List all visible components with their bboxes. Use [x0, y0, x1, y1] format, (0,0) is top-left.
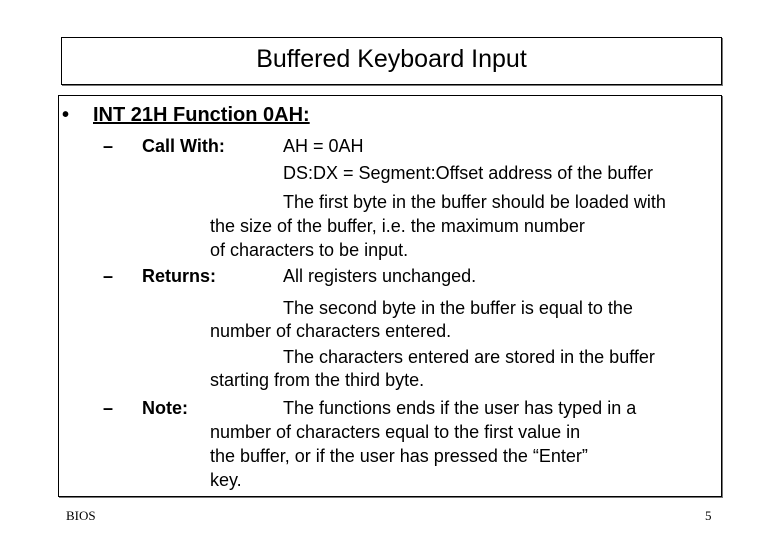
note-line-1: The functions ends if the user has typed in a [283, 398, 637, 418]
call-with-line-4: the size of the buffer, i.e. the maximum number [210, 216, 585, 236]
call-with-label: Call With: [142, 136, 225, 156]
returns-label: Returns: [142, 266, 217, 286]
returns-line-1: All registers unchanged. [283, 266, 477, 286]
note-line-3: the buffer, or if the user has pressed the “Enter” [210, 446, 588, 466]
note-line-4: key. [210, 470, 242, 490]
call-with-line-5: of characters to be input. [210, 240, 409, 260]
returns-line-4: The characters entered are stored in the buffer [283, 347, 655, 367]
call-with-line-3: The first byte in the buffer should be loaded with [283, 192, 666, 212]
returns-line-3: number of characters entered. [210, 321, 452, 341]
dash-note: – [103, 398, 114, 418]
dash-returns: – [103, 266, 114, 286]
returns-line-2: The second byte in the buffer is equal to the [283, 298, 633, 318]
bullet-heading: INT 21H Function 0AH: [93, 104, 310, 126]
bullet-symbol: • [62, 104, 70, 126]
dash-call-with: – [103, 136, 114, 156]
footer-left-text: BIOS [66, 508, 96, 523]
slide-title: Buffered Keyboard Input [256, 45, 527, 73]
note-line-2: number of characters equal to the first value in [210, 422, 581, 442]
returns-line-5: starting from the third byte. [210, 370, 425, 390]
title-box [61, 37, 722, 85]
page-number: 5 [705, 508, 712, 523]
call-with-line-1: AH = 0AH [283, 136, 364, 156]
call-with-line-2: DS:DX = Segment:Offset address of the buffer [283, 163, 654, 183]
note-label: Note: [142, 398, 188, 418]
